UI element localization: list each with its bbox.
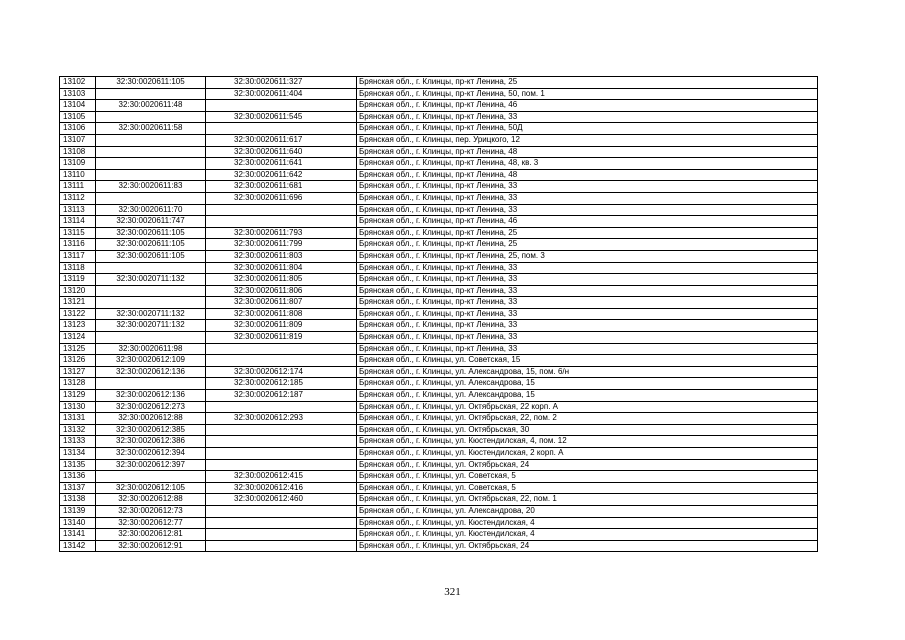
object-number-cell [206, 216, 357, 228]
parcel-number-cell [96, 297, 206, 309]
row-number-cell: 13117 [60, 250, 96, 262]
parcel-number-cell: 32:30:0020711:132 [96, 274, 206, 286]
parcel-number-cell [96, 88, 206, 100]
row-number-cell: 13103 [60, 88, 96, 100]
object-number-cell: 32:30:0020611:803 [206, 250, 357, 262]
table-row [60, 123, 818, 135]
table-row [60, 169, 818, 181]
address-cell: Брянская обл., г. Клинцы, пр-кт Ленина, 48 [357, 146, 818, 158]
object-number-cell: 32:30:0020611:806 [206, 285, 357, 297]
table-row [60, 239, 818, 251]
parcel-number-cell: 32:30:0020612:397 [96, 459, 206, 471]
address-cell: Брянская обл., г. Клинцы, пр-кт Ленина, 33 [357, 332, 818, 344]
address-cell: Брянская обл., г. Клинцы, пр-кт Ленина, 33 [357, 297, 818, 309]
table-row [60, 378, 818, 390]
address-cell: Брянская обл., г. Клинцы, пр-кт Ленина, 33 [357, 111, 818, 123]
address-cell: Брянская обл., г. Клинцы, ул. Октябрьская, 22, пом. 1 [357, 494, 818, 506]
parcel-number-cell: 32:30:0020612:394 [96, 448, 206, 460]
parcel-number-cell: 32:30:0020611:105 [96, 250, 206, 262]
object-number-cell [206, 355, 357, 367]
address-cell: Брянская обл., г. Клинцы, пр-кт Ленина, 25 [357, 227, 818, 239]
object-number-cell: 32:30:0020611:808 [206, 308, 357, 320]
address-cell: Брянская обл., г. Клинцы, ул. Октябрьская, 24 [357, 540, 818, 552]
table-row [60, 204, 818, 216]
row-number-cell: 13116 [60, 239, 96, 251]
table-row [60, 181, 818, 193]
row-number-cell: 13118 [60, 262, 96, 274]
row-number-cell: 13119 [60, 274, 96, 286]
table-row [60, 332, 818, 344]
parcel-number-cell [96, 262, 206, 274]
row-number-cell: 13125 [60, 343, 96, 355]
parcel-number-cell: 32:30:0020611:70 [96, 204, 206, 216]
parcel-number-cell [96, 471, 206, 483]
row-number-cell: 13136 [60, 471, 96, 483]
registry-table [59, 76, 818, 552]
address-cell: Брянская обл., г. Клинцы, пр-кт Ленина, 33 [357, 192, 818, 204]
address-cell: Брянская обл., г. Клинцы, пр-кт Ленина, 25 [357, 239, 818, 251]
row-number-cell: 13106 [60, 123, 96, 135]
row-number-cell: 13131 [60, 413, 96, 425]
address-cell: Брянская обл., г. Клинцы, пер. Урицкого, 12 [357, 134, 818, 146]
address-cell: Брянская обл., г. Клинцы, пр-кт Ленина, 50, пом. 1 [357, 88, 818, 100]
row-number-cell: 13115 [60, 227, 96, 239]
row-number-cell: 13135 [60, 459, 96, 471]
object-number-cell [206, 424, 357, 436]
parcel-number-cell: 32:30:0020711:132 [96, 308, 206, 320]
row-number-cell: 13107 [60, 134, 96, 146]
row-number-cell: 13121 [60, 297, 96, 309]
object-number-cell: 32:30:0020611:809 [206, 320, 357, 332]
address-cell: Брянская обл., г. Клинцы, пр-кт Ленина, 48, кв. 3 [357, 158, 818, 170]
table-row [60, 482, 818, 494]
row-number-cell: 13138 [60, 494, 96, 506]
parcel-number-cell: 32:30:0020612:109 [96, 355, 206, 367]
page-number: 321 [444, 586, 461, 598]
address-cell: Брянская обл., г. Клинцы, пр-кт Ленина, 50Д [357, 123, 818, 135]
address-cell: Брянская обл., г. Клинцы, ул. Советская, 5 [357, 482, 818, 494]
parcel-number-cell: 32:30:0020612:73 [96, 505, 206, 517]
table-row [60, 158, 818, 170]
object-number-cell: 32:30:0020611:799 [206, 239, 357, 251]
row-number-cell: 13124 [60, 332, 96, 344]
object-number-cell [206, 517, 357, 529]
address-cell: Брянская обл., г. Клинцы, пр-кт Ленина, 33 [357, 274, 818, 286]
object-number-cell [206, 204, 357, 216]
row-number-cell: 13120 [60, 285, 96, 297]
parcel-number-cell: 32:30:0020612:386 [96, 436, 206, 448]
row-number-cell: 13128 [60, 378, 96, 390]
address-cell: Брянская обл., г. Клинцы, ул. Советская, 15 [357, 355, 818, 367]
table-row [60, 413, 818, 425]
object-number-cell: 32:30:0020611:327 [206, 77, 357, 89]
parcel-number-cell [96, 111, 206, 123]
object-number-cell: 32:30:0020611:545 [206, 111, 357, 123]
table-row [60, 343, 818, 355]
object-number-cell [206, 100, 357, 112]
object-number-cell: 32:30:0020611:793 [206, 227, 357, 239]
parcel-number-cell: 32:30:0020612:273 [96, 401, 206, 413]
table-row [60, 390, 818, 402]
row-number-cell: 13102 [60, 77, 96, 89]
row-number-cell: 13132 [60, 424, 96, 436]
object-number-cell: 32:30:0020611:641 [206, 158, 357, 170]
table-row [60, 146, 818, 158]
parcel-number-cell: 32:30:0020611:747 [96, 216, 206, 228]
table-row [60, 134, 818, 146]
row-number-cell: 13112 [60, 192, 96, 204]
row-number-cell: 13137 [60, 482, 96, 494]
address-cell: Брянская обл., г. Клинцы, пр-кт Ленина, 33 [357, 262, 818, 274]
parcel-number-cell: 32:30:0020612:136 [96, 366, 206, 378]
parcel-number-cell: 32:30:0020611:83 [96, 181, 206, 193]
address-cell: Брянская обл., г. Клинцы, пр-кт Ленина, 33 [357, 181, 818, 193]
address-cell: Брянская обл., г. Клинцы, ул. Александрова, 15 [357, 378, 818, 390]
parcel-number-cell: 32:30:0020612:136 [96, 390, 206, 402]
parcel-number-cell: 32:30:0020612:88 [96, 413, 206, 425]
address-cell: Брянская обл., г. Клинцы, ул. Октябрьская, 22, пом. 2 [357, 413, 818, 425]
parcel-number-cell: 32:30:0020612:77 [96, 517, 206, 529]
parcel-number-cell: 32:30:0020611:105 [96, 227, 206, 239]
table-row [60, 100, 818, 112]
row-number-cell: 13134 [60, 448, 96, 460]
table-row [60, 111, 818, 123]
object-number-cell: 32:30:0020611:807 [206, 297, 357, 309]
address-cell: Брянская обл., г. Клинцы, пр-кт Ленина, 33 [357, 343, 818, 355]
parcel-number-cell: 32:30:0020612:91 [96, 540, 206, 552]
address-cell: Брянская обл., г. Клинцы, ул. Кюстендилская, 4 [357, 517, 818, 529]
object-number-cell [206, 459, 357, 471]
table-row [60, 262, 818, 274]
row-number-cell: 13127 [60, 366, 96, 378]
object-number-cell: 32:30:0020611:696 [206, 192, 357, 204]
row-number-cell: 13140 [60, 517, 96, 529]
parcel-number-cell [96, 332, 206, 344]
row-number-cell: 13104 [60, 100, 96, 112]
object-number-cell: 32:30:0020612:460 [206, 494, 357, 506]
address-cell: Брянская обл., г. Клинцы, пр-кт Ленина, 48 [357, 169, 818, 181]
row-number-cell: 13141 [60, 529, 96, 541]
object-number-cell: 32:30:0020612:293 [206, 413, 357, 425]
parcel-number-cell [96, 158, 206, 170]
parcel-number-cell [96, 285, 206, 297]
registry-table-body [60, 77, 818, 552]
parcel-number-cell: 32:30:0020611:105 [96, 77, 206, 89]
address-cell: Брянская обл., г. Клинцы, пр-кт Ленина, 25 [357, 77, 818, 89]
table-row [60, 517, 818, 529]
address-cell: Брянская обл., г. Клинцы, ул. Александрова, 15 [357, 390, 818, 402]
object-number-cell: 32:30:0020611:804 [206, 262, 357, 274]
table-row [60, 88, 818, 100]
row-number-cell: 13122 [60, 308, 96, 320]
address-cell: Брянская обл., г. Клинцы, ул. Октябрьская, 22 корп. А [357, 401, 818, 413]
parcel-number-cell [96, 169, 206, 181]
address-cell: Брянская обл., г. Клинцы, пр-кт Ленина, 33 [357, 320, 818, 332]
address-cell: Брянская обл., г. Клинцы, ул. Александрова, 20 [357, 505, 818, 517]
table-row [60, 192, 818, 204]
row-number-cell: 13139 [60, 505, 96, 517]
table-row [60, 505, 818, 517]
row-number-cell: 13108 [60, 146, 96, 158]
object-number-cell: 32:30:0020612:415 [206, 471, 357, 483]
table-row [60, 297, 818, 309]
object-number-cell [206, 540, 357, 552]
row-number-cell: 13111 [60, 181, 96, 193]
object-number-cell [206, 529, 357, 541]
object-number-cell: 32:30:0020611:681 [206, 181, 357, 193]
address-cell: Брянская обл., г. Клинцы, ул. Октябрьская, 30 [357, 424, 818, 436]
table-row [60, 459, 818, 471]
object-number-cell: 32:30:0020612:416 [206, 482, 357, 494]
address-cell: Брянская обл., г. Клинцы, ул. Кюстендилская, 4, пом. 12 [357, 436, 818, 448]
address-cell: Брянская обл., г. Клинцы, пр-кт Ленина, 46 [357, 100, 818, 112]
parcel-number-cell [96, 146, 206, 158]
address-cell: Брянская обл., г. Клинцы, пр-кт Ленина, 33 [357, 285, 818, 297]
parcel-number-cell [96, 134, 206, 146]
address-cell: Брянская обл., г. Клинцы, ул. Кюстендилская, 2 корп. А [357, 448, 818, 460]
object-number-cell: 32:30:0020611:819 [206, 332, 357, 344]
object-number-cell: 32:30:0020612:174 [206, 366, 357, 378]
table-row [60, 540, 818, 552]
table-row [60, 366, 818, 378]
object-number-cell: 32:30:0020611:805 [206, 274, 357, 286]
object-number-cell [206, 123, 357, 135]
table-row [60, 216, 818, 228]
parcel-number-cell: 32:30:0020612:81 [96, 529, 206, 541]
table-row [60, 471, 818, 483]
parcel-number-cell: 32:30:0020711:132 [96, 320, 206, 332]
object-number-cell: 32:30:0020612:187 [206, 390, 357, 402]
row-number-cell: 13126 [60, 355, 96, 367]
table-row [60, 529, 818, 541]
table-row [60, 308, 818, 320]
parcel-number-cell: 32:30:0020612:88 [96, 494, 206, 506]
address-cell: Брянская обл., г. Клинцы, пр-кт Ленина, 33 [357, 308, 818, 320]
parcel-number-cell: 32:30:0020612:105 [96, 482, 206, 494]
object-number-cell: 32:30:0020611:642 [206, 169, 357, 181]
table-row [60, 285, 818, 297]
table-row [60, 494, 818, 506]
table-row [60, 320, 818, 332]
table-row [60, 448, 818, 460]
address-cell: Брянская обл., г. Клинцы, ул. Александрова, 15, пом. 6/н [357, 366, 818, 378]
table-row [60, 424, 818, 436]
parcel-number-cell [96, 378, 206, 390]
row-number-cell: 13114 [60, 216, 96, 228]
row-number-cell: 13142 [60, 540, 96, 552]
parcel-number-cell: 32:30:0020611:105 [96, 239, 206, 251]
object-number-cell [206, 505, 357, 517]
object-number-cell [206, 448, 357, 460]
table-row [60, 355, 818, 367]
object-number-cell: 32:30:0020612:185 [206, 378, 357, 390]
row-number-cell: 13109 [60, 158, 96, 170]
table-row [60, 227, 818, 239]
address-cell: Брянская обл., г. Клинцы, пр-кт Ленина, 33 [357, 204, 818, 216]
table-row [60, 77, 818, 89]
table-row [60, 401, 818, 413]
address-cell: Брянская обл., г. Клинцы, пр-кт Ленина, 25, пом. 3 [357, 250, 818, 262]
address-cell: Брянская обл., г. Клинцы, пр-кт Ленина, 46 [357, 216, 818, 228]
object-number-cell: 32:30:0020611:640 [206, 146, 357, 158]
object-number-cell [206, 401, 357, 413]
table-row [60, 274, 818, 286]
object-number-cell: 32:30:0020611:404 [206, 88, 357, 100]
object-number-cell: 32:30:0020611:617 [206, 134, 357, 146]
address-cell: Брянская обл., г. Клинцы, ул. Октябрьская, 24 [357, 459, 818, 471]
row-number-cell: 13129 [60, 390, 96, 402]
row-number-cell: 13105 [60, 111, 96, 123]
address-cell: Брянская обл., г. Клинцы, ул. Советская, 5 [357, 471, 818, 483]
row-number-cell: 13113 [60, 204, 96, 216]
object-number-cell [206, 343, 357, 355]
parcel-number-cell: 32:30:0020611:48 [96, 100, 206, 112]
address-cell: Брянская обл., г. Клинцы, ул. Кюстендилская, 4 [357, 529, 818, 541]
row-number-cell: 13130 [60, 401, 96, 413]
row-number-cell: 13110 [60, 169, 96, 181]
parcel-number-cell [96, 192, 206, 204]
table-row [60, 436, 818, 448]
row-number-cell: 13133 [60, 436, 96, 448]
parcel-number-cell: 32:30:0020611:58 [96, 123, 206, 135]
parcel-number-cell: 32:30:0020611:98 [96, 343, 206, 355]
row-number-cell: 13123 [60, 320, 96, 332]
object-number-cell [206, 436, 357, 448]
table-row [60, 250, 818, 262]
parcel-number-cell: 32:30:0020612:385 [96, 424, 206, 436]
